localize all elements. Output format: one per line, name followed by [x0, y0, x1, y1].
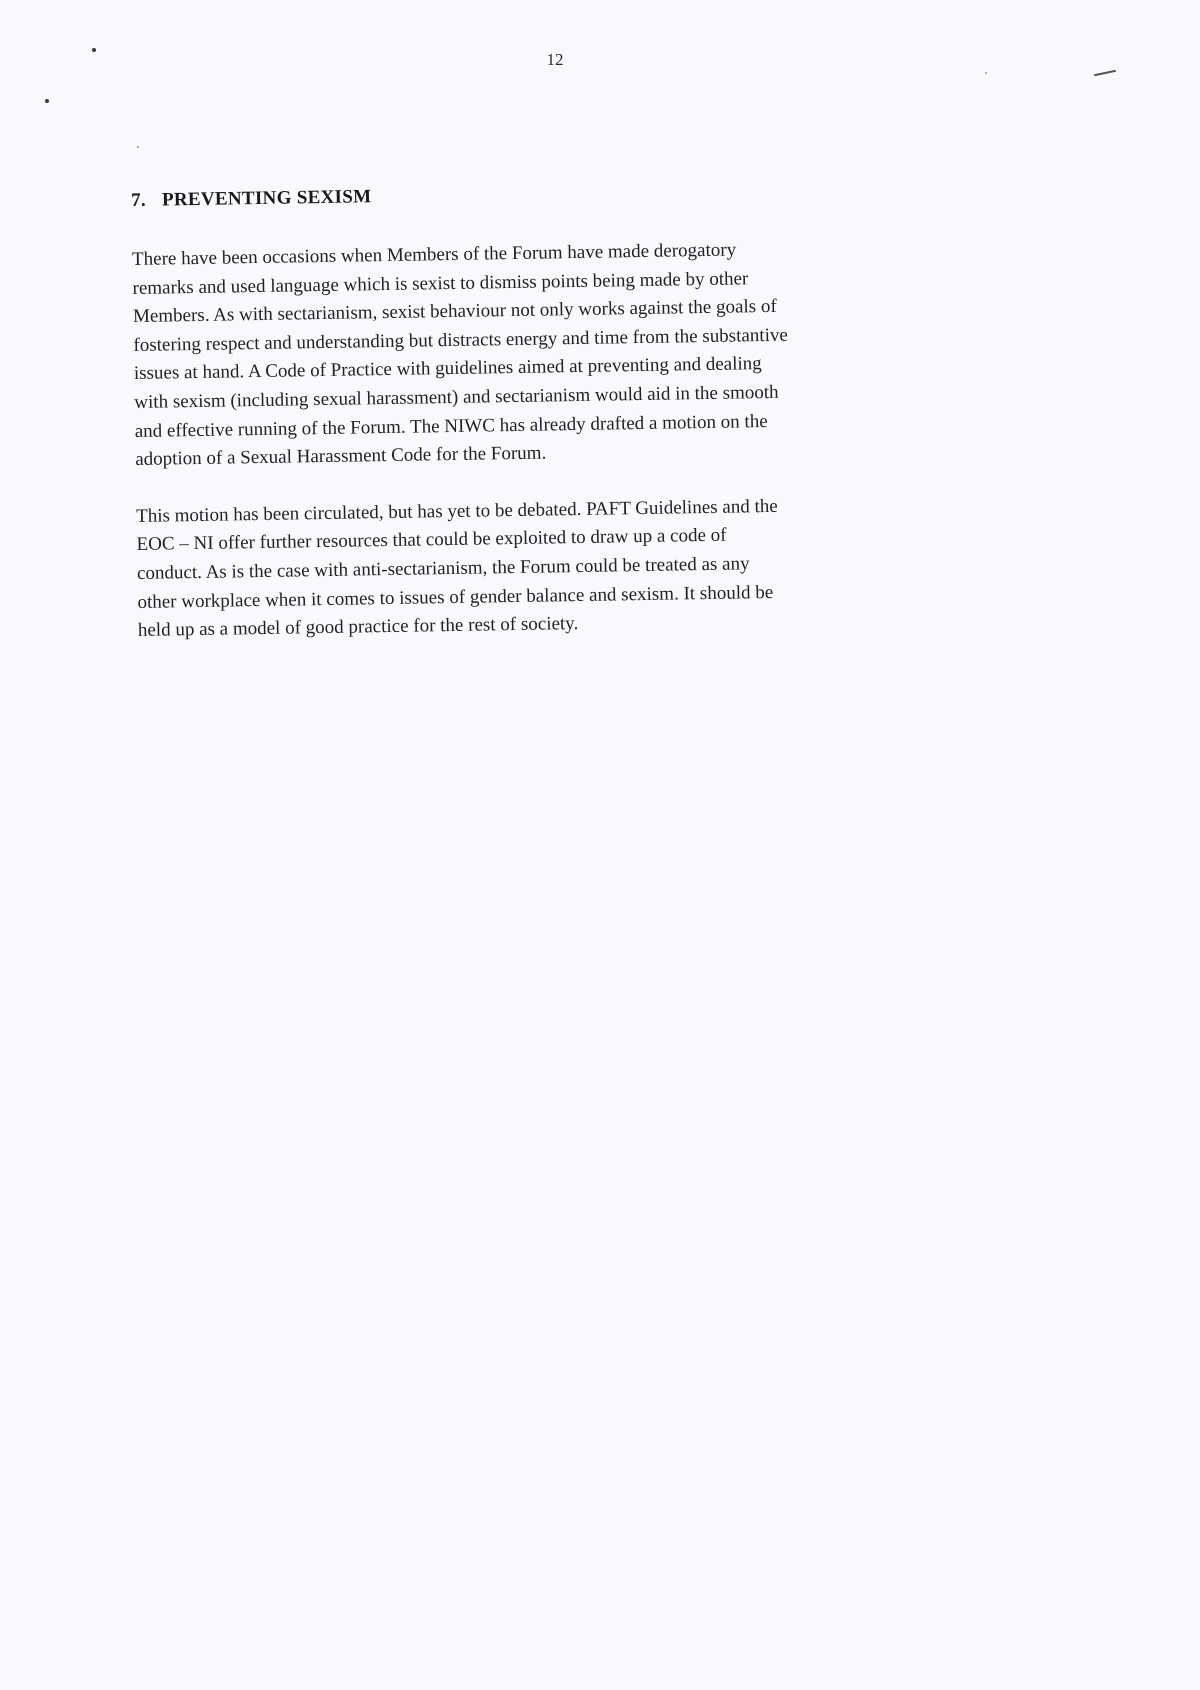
scan-speck	[137, 146, 139, 148]
page-number: 12	[546, 50, 564, 69]
section-title: PREVENTING SEXISM	[161, 186, 372, 211]
scan-mark	[1094, 70, 1116, 77]
paragraph-1: There have been occasions when Members of the Forum have made derogatory remarks and used language which is sexist to dismiss points being made by other Members. As with sectarianism, sexist behaviour not only works against the goals of fostering respect and understanding but distracts energy and time from the substantive issues at hand. A Code of Practice with guidelines aimed at preventing and dealing with sexism (including sexual harassment) and sectarianism would aid in the smooth and effective running of the Forum. The NIWC has already drafted a motion on the adoption of a Sexual Harassment Code for the Forum.	[131, 239, 788, 471]
section-number: 7.	[131, 189, 147, 211]
section-heading	[131, 177, 981, 212]
scan-speck	[92, 48, 96, 52]
scan-speck	[985, 72, 987, 74]
paragraph-2: This motion has been circulated, but has yet to be debated. PAFT Guidelines and the EOC – NI offer further resources that could be exploited to draw up a code of conduct. As is the case with anti-sectarianism, the Forum could be treated as any other workplace when it comes to issues of gender balance and sexism. It should be held up as a model of good practice for the rest of society.	[135, 495, 778, 642]
section-preventing-sexism	[131, 177, 988, 646]
scan-speck	[45, 99, 49, 103]
